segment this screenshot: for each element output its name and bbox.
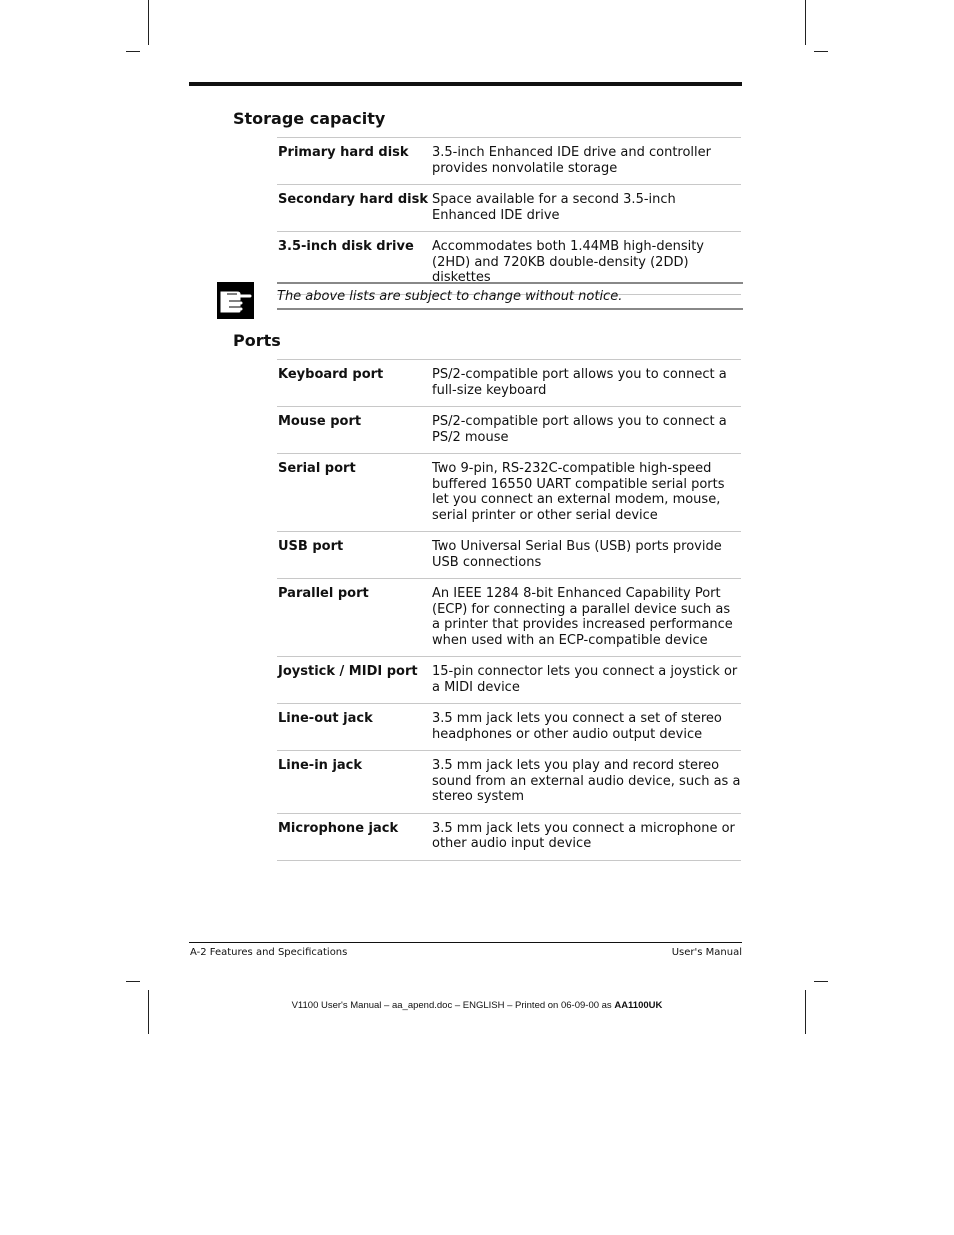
row-description: 3.5-inch Enhanced IDE drive and controller provides nonvolatile storage — [432, 145, 711, 176]
table-row — [277, 656, 741, 703]
table-row — [277, 750, 741, 813]
crop-mark — [126, 51, 140, 52]
print-info — [0, 1000, 954, 1011]
ports-table — [277, 359, 741, 861]
crop-mark — [126, 981, 140, 982]
row-label: Primary hard disk — [278, 145, 409, 160]
print-info-text: V1100 User's Manual – aa_apend.doc – ENGLISH – Printed on 06-09-00 as — [291, 1000, 615, 1011]
ports-heading: Ports — [233, 331, 281, 350]
row-label: Mouse port — [278, 414, 362, 429]
table-row — [277, 453, 741, 531]
row-label: USB port — [278, 539, 344, 554]
table-row — [277, 137, 741, 184]
table-row — [277, 184, 741, 231]
table-row — [277, 578, 741, 656]
row-label: Line-in jack — [278, 758, 363, 773]
row-description: An IEEE 1284 8-bit Enhanced Capability Port (ECP) for connecting a parallel device such as a printer that provides increased performance when used with an ECP-compatible device — [432, 586, 733, 648]
row-description: 3.5 mm jack lets you play and record stereo sound from an external audio device, such as a stereo system — [432, 758, 741, 804]
table-row — [277, 406, 741, 453]
row-description: Two 9-pin, RS-232C-compatible high-speed buffered 16550 UART compatible serial ports let you connect an external modem, mouse, serial printer or other serial device — [432, 461, 725, 523]
note-box — [277, 282, 743, 310]
row-description: 3.5 mm jack lets you connect a set of stereo headphones or other audio output device — [432, 711, 722, 742]
row-description: 15-pin connector lets you connect a joystick or a MIDI device — [432, 664, 738, 695]
row-description: Two Universal Serial Bus (USB) ports provide USB connections — [432, 539, 722, 570]
table-row — [277, 813, 741, 861]
row-label: Microphone jack — [278, 820, 399, 836]
row-label: 3.5-inch disk drive — [278, 239, 414, 254]
row-label: Joystick / MIDI port — [278, 664, 418, 679]
row-description: PS/2-compatible port allows you to connect a PS/2 mouse — [432, 414, 727, 445]
footer-rule — [189, 942, 742, 943]
table-row — [277, 359, 741, 406]
footer-section-title: A-2 Features and Specifications — [190, 947, 348, 958]
crop-mark — [148, 0, 149, 45]
row-label: Secondary hard disk — [278, 192, 428, 207]
crop-mark — [814, 981, 828, 982]
row-label: Serial port — [278, 461, 356, 476]
row-label: Parallel port — [278, 586, 369, 601]
row-description: 3.5 mm jack lets you connect a microphone or other audio input device — [432, 820, 735, 851]
pointing-hand-icon — [217, 282, 254, 319]
row-description: PS/2-compatible port allows you to connect a full-size keyboard — [432, 367, 727, 398]
crop-mark — [805, 990, 806, 1034]
crop-mark — [148, 990, 149, 1034]
table-row — [277, 703, 741, 750]
table-row — [277, 531, 741, 578]
row-description: Space available for a second 3.5-inch Enhanced IDE drive — [432, 192, 676, 223]
crop-mark — [814, 51, 828, 52]
row-label: Keyboard port — [278, 367, 384, 382]
crop-mark — [805, 0, 806, 45]
footer-manual-title: User's Manual — [671, 947, 742, 958]
row-label: Line-out jack — [278, 711, 373, 726]
print-info-code: AA1100UK — [614, 1000, 663, 1011]
row-description: Accommodates both 1.44MB high-density (2HD) and 720KB double-density (2DD) diskettes — [432, 239, 704, 285]
storage-table — [277, 137, 741, 295]
note-text: The above lists are subject to change without notice. — [277, 289, 623, 304]
storage-heading: Storage capacity — [233, 109, 386, 128]
header-rule — [189, 82, 742, 86]
